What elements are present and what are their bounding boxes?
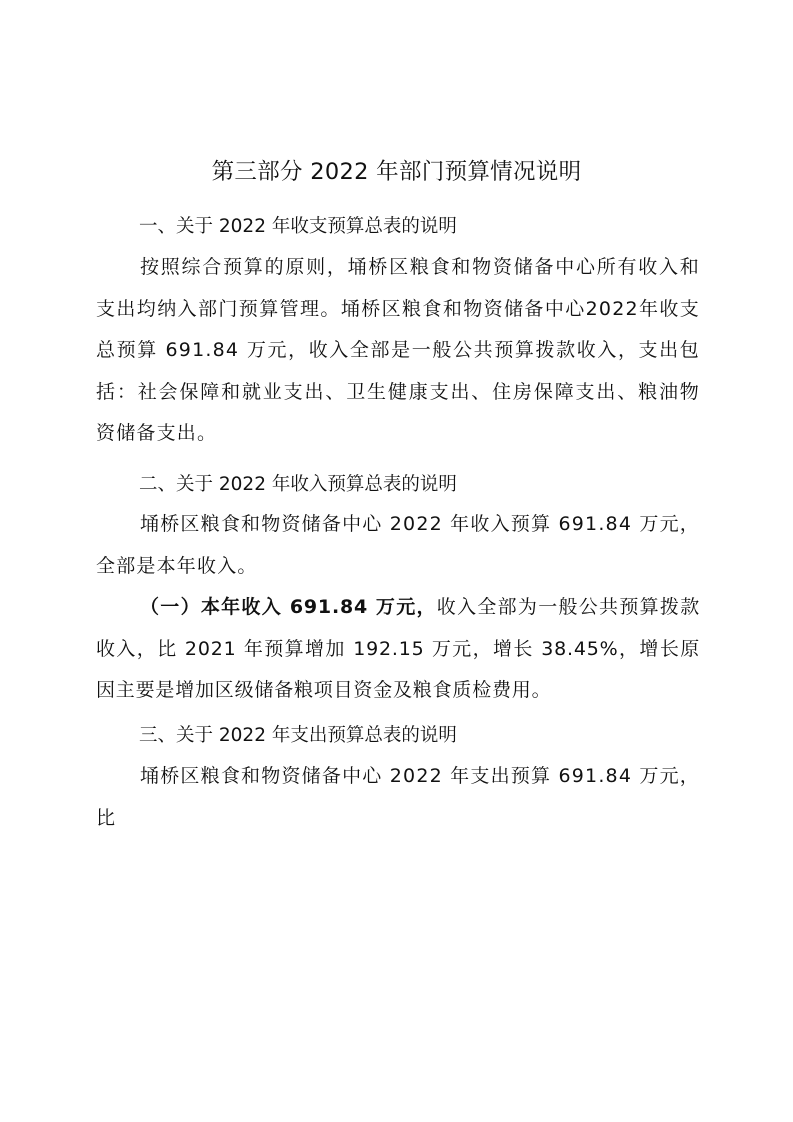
subparagraph-bold-lead: （一）本年收入 691.84 万元， [140, 596, 437, 618]
section-3-paragraph: 埇桥区粮食和物资储备中心 2022 年支出预算 691.84 万元，比 [96, 765, 700, 829]
section-2-paragraph: 埇桥区粮食和物资储备中心 2022 年收入预算 691.84 万元，全部是本年收入。 [96, 513, 700, 577]
section-2-subparagraph [96, 587, 700, 712]
section-2-heading: 二、关于 2022 年收入预算总表的说明 [139, 474, 457, 495]
subparagraph-text: 收入全部为一般公共预算拨款收入，比 2021 年预算增加 192.15 万元，增长 38.45%，增长原因主要是增加区级储备粮项目资金及粮食质检费用。 [96, 596, 701, 701]
section-3-heading: 三、关于 2022 年支出预算总表的说明 [139, 725, 457, 746]
section-1-paragraph: 按照综合预算的原则，埇桥区粮食和物资储备中心所有收入和支出均纳入部门预算管理。埇桥区粮食和物资储备中心2022年收支总预算 691.84 万元，收入全部是一般公共预算拨款收入，支出包括：社会保障和就业支出、卫生健康支出、住房保障支出、粮油物资储备支出。 [96, 256, 700, 444]
page-title: 第三部分 2022 年部门预算情况说明 [211, 159, 582, 185]
section-1-heading: 一、关于 2022 年收支预算总表的说明 [139, 216, 457, 237]
